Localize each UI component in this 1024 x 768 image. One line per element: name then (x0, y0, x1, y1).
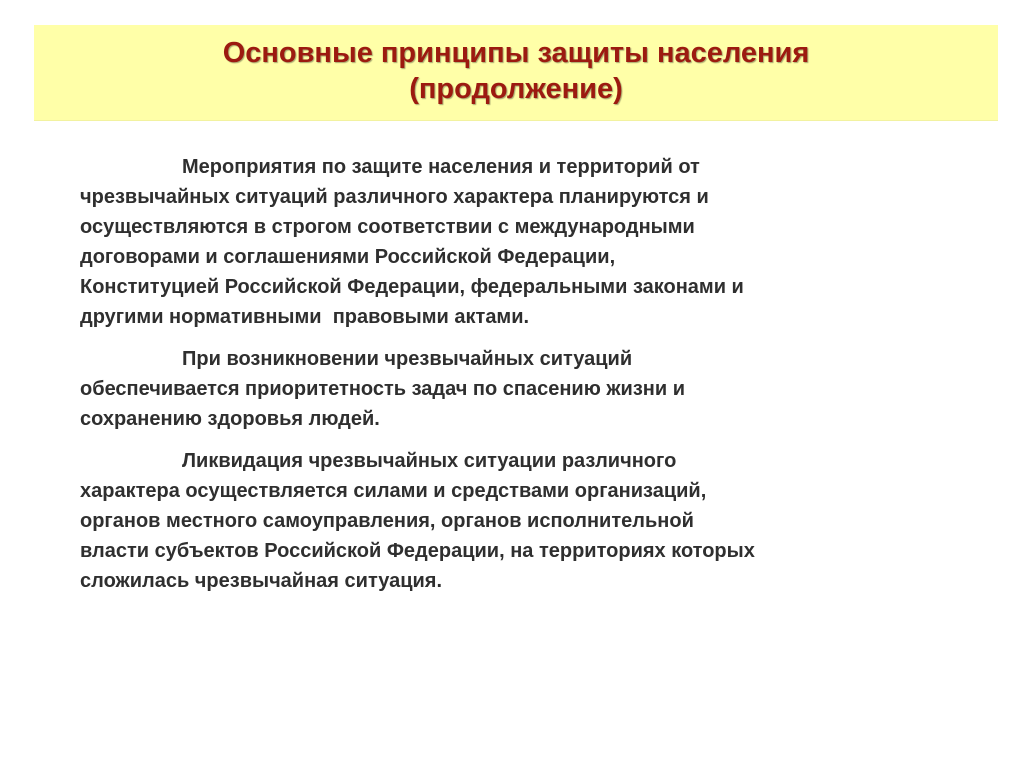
paragraph-line: Ликвидация чрезвычайных ситуации различного (182, 450, 677, 472)
paragraph-line: сохранению здоровья людей. (80, 408, 380, 430)
paragraph-legal-basis (80, 152, 960, 332)
paragraph-line: При возникновении чрезвычайных ситуаций (182, 348, 633, 370)
title-banner (34, 25, 998, 120)
slide-title-line-1: Основные принципы защиты населения (222, 37, 810, 69)
paragraph-line: власти субъектов Российской Федерации, на территориях которых (80, 540, 755, 562)
paragraph-line: осуществляются в строгом соответствии с международными (80, 216, 695, 238)
paragraph-line: обеспечивается приоритетность задач по спасению жизни и (80, 378, 685, 400)
paragraph-line: Конституцией Российской Федерации, федеральными законами и (80, 276, 744, 298)
slide-title-line-2: (продолжение) (409, 73, 623, 105)
slide-body (80, 152, 960, 608)
paragraph-line: характера осуществляется силами и средствами организаций, (80, 480, 707, 502)
paragraph-line: договорами и соглашениями Российской Федерации, (80, 246, 616, 268)
paragraph-line: органов местного самоуправления, органов исполнительной (80, 510, 694, 532)
paragraph-line: чрезвычайных ситуаций различного характера планируются и (80, 186, 709, 208)
paragraph-line: Мероприятия по защите населения и территорий от (182, 156, 700, 178)
paragraph-priority (80, 344, 960, 434)
paragraph-line: другими нормативными правовыми актами. (80, 306, 530, 328)
paragraph-line: сложилась чрезвычайная ситуация. (80, 570, 443, 592)
paragraph-liquidation (80, 446, 960, 596)
